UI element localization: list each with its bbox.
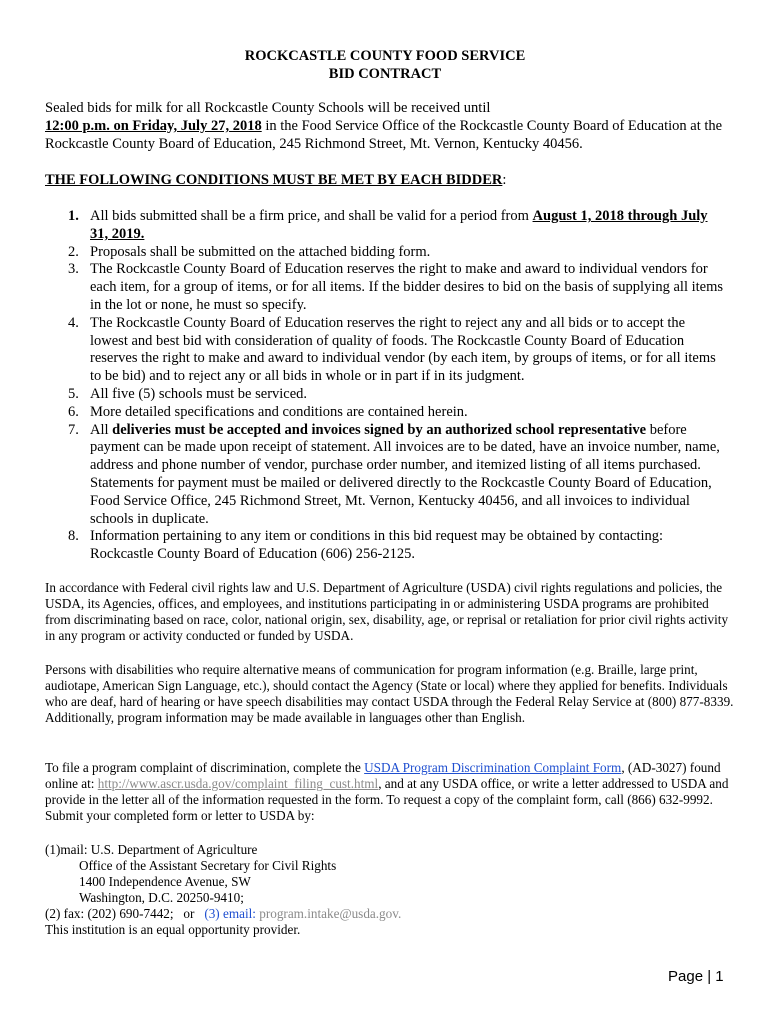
condition-text-cont: before payment can be made upon receipt of statement. All invoices are to be dated, have an invoice number, name, address and phone number of vendor, purchase order number, and itemized listing of all items purchased. Statements for payment must be mailed or delivered directly to the Rockcastle County Board of Education, Food Service Office, 245 Richmond Street, Mt. Vernon, Kentucky 40456, and all invoices to individual schools in duplicate. <box>90 421 720 527</box>
email-link[interactable]: program.intake@usda.gov <box>259 906 398 921</box>
condition-item-5 <box>45 386 725 404</box>
valid-period: August 1, 2018 through July 31, 2019. <box>90 208 708 242</box>
conditions-heading <box>45 171 506 189</box>
document-title: ROCKCASTLE COUNTY FOOD SERVICE <box>244 48 526 64</box>
condition-text: More detailed specifications and conditions are contained herein. <box>90 403 468 420</box>
conditions-heading-text: THE FOLLOWING CONDITIONS MUST BE MET BY EACH BIDDER <box>45 172 503 188</box>
condition-text: The Rockcastle County Board of Education reserves the right to make and award to individual vendors for each item, for a group of items, or for all items. If the bidder desires to bid on the basis of supplying all items in the lot or none, he must so specify. <box>90 261 724 313</box>
complaint-url-link[interactable]: http://www.ascr.usda.gov/complaint_filing_cust.html <box>97 776 379 791</box>
condition-number: 7. <box>68 421 79 438</box>
mail-line-4: Washington, D.C. 20250-9410; <box>79 890 244 905</box>
condition-item-3 <box>45 261 725 314</box>
complaint-paragraph <box>45 760 735 824</box>
conditions-list <box>45 208 725 564</box>
delivery-requirement: deliveries must be accepted and invoices signed by an authorized school representative <box>112 421 647 438</box>
condition-number: 3. <box>68 261 79 278</box>
condition-number: 8. <box>68 528 79 545</box>
bid-due-date: 12:00 p.m. on Friday, July 27, 2018 <box>45 118 262 134</box>
condition-text: Information pertaining to any item or conditions in this bid request may be obtained by contacting: Rockcastle County Board of Education (606) 256-2125. <box>90 528 664 563</box>
condition-number: 4. <box>68 314 79 331</box>
condition-item-2 <box>45 244 725 262</box>
email-label: (3) email: <box>204 906 260 921</box>
condition-item-4 <box>45 315 725 386</box>
complaint-text-a: To file a program complaint of discrimination, complete the <box>45 760 365 775</box>
condition-text: All five (5) schools must be serviced. <box>90 385 308 402</box>
conditions-heading-colon: : <box>502 172 507 188</box>
disabilities-paragraph: Persons with disabilities who require alternative means of communication for program information (e.g. Braille, large print, audiotape, American Sign Language, etc.), should contact the Agency (State or local) where they applied for benefits. Individuals who are deaf, hard of hearing or have speech disabilities may contact USDA through the Federal Relay Service at (800) 877-8339. Additionally, program information may be made available in languages other than English. <box>45 662 734 725</box>
intro-paragraph <box>45 99 735 153</box>
condition-item-6 <box>45 404 725 422</box>
condition-item-7 <box>45 422 725 529</box>
condition-text: All bids submitted shall be a firm price, and shall be valid for a period from <box>90 208 533 224</box>
mail-block <box>45 842 735 938</box>
intro-text-a: Sealed bids for milk for all Rockcastle County Schools will be received until <box>45 100 491 116</box>
condition-number: 1. <box>68 208 79 224</box>
nondiscrimination-paragraph: In accordance with Federal civil rights law and U.S. Department of Agriculture (USDA) civil rights regulations and policies, the USDA, its Agencies, offices, and employees, and institutions participating in or administering USDA programs are prohibited from discriminating based on race, color, national origin, sex, disability, age, or reprisal or retaliation for prior civil rights activity in any program or activity conducted or funded by USDA. <box>45 580 729 643</box>
document-subtitle: BID CONTRACT <box>328 66 442 82</box>
complaint-form-link[interactable]: USDA Program Discrimination Complaint Form <box>364 760 622 775</box>
email-end: . <box>397 906 402 921</box>
equal-opportunity-statement: This institution is an equal opportunity provider. <box>45 922 301 937</box>
condition-text: The Rockcastle County Board of Education reserves the right to reject any and all bids or to accept the lowest and best bid with consideration of quality of foods. The Rockcastle County Board of Education reserves the right to make and award to individual vendor (by each item, by groups of items, or for all items to be bid) and to reject any or all bids in whole or in part if in its judgment. <box>90 314 716 385</box>
mail-line-2: Office of the Assistant Secretary for Civil Rights <box>79 858 337 873</box>
complaint-text-b: , (AD-3027) found online at: <box>45 760 721 791</box>
condition-number: 2. <box>68 243 79 260</box>
fax-text: (2) fax: (202) 690-7442; or <box>45 906 205 921</box>
condition-item-1 <box>45 208 725 244</box>
condition-text: Proposals shall be submitted on the attached bidding form. <box>90 243 431 260</box>
condition-item-8 <box>45 528 725 564</box>
page-number: Page | 1 <box>668 968 724 985</box>
condition-number: 6. <box>68 403 79 420</box>
fax-email-line <box>45 906 735 922</box>
mail-line-3: 1400 Independence Avenue, SW <box>79 874 251 889</box>
complaint-text-c: , and at any USDA office, or write a letter addressed to USDA and provide in the letter all of the information requested in the form. To request a copy of the complaint form, call (866) 632-9992. Submit your completed form or letter to USDA by: <box>45 776 729 823</box>
condition-number: 5. <box>68 385 79 402</box>
intro-text-b: in the Food Service Office of the Rockcastle County Board of Education at the Rockcastle County Board of Education, 245 Richmond Street, Mt. Vernon, Kentucky 40456. <box>45 118 723 152</box>
mail-line-1: (1)mail: U.S. Department of Agriculture <box>45 842 258 857</box>
condition-text: All <box>90 421 113 438</box>
